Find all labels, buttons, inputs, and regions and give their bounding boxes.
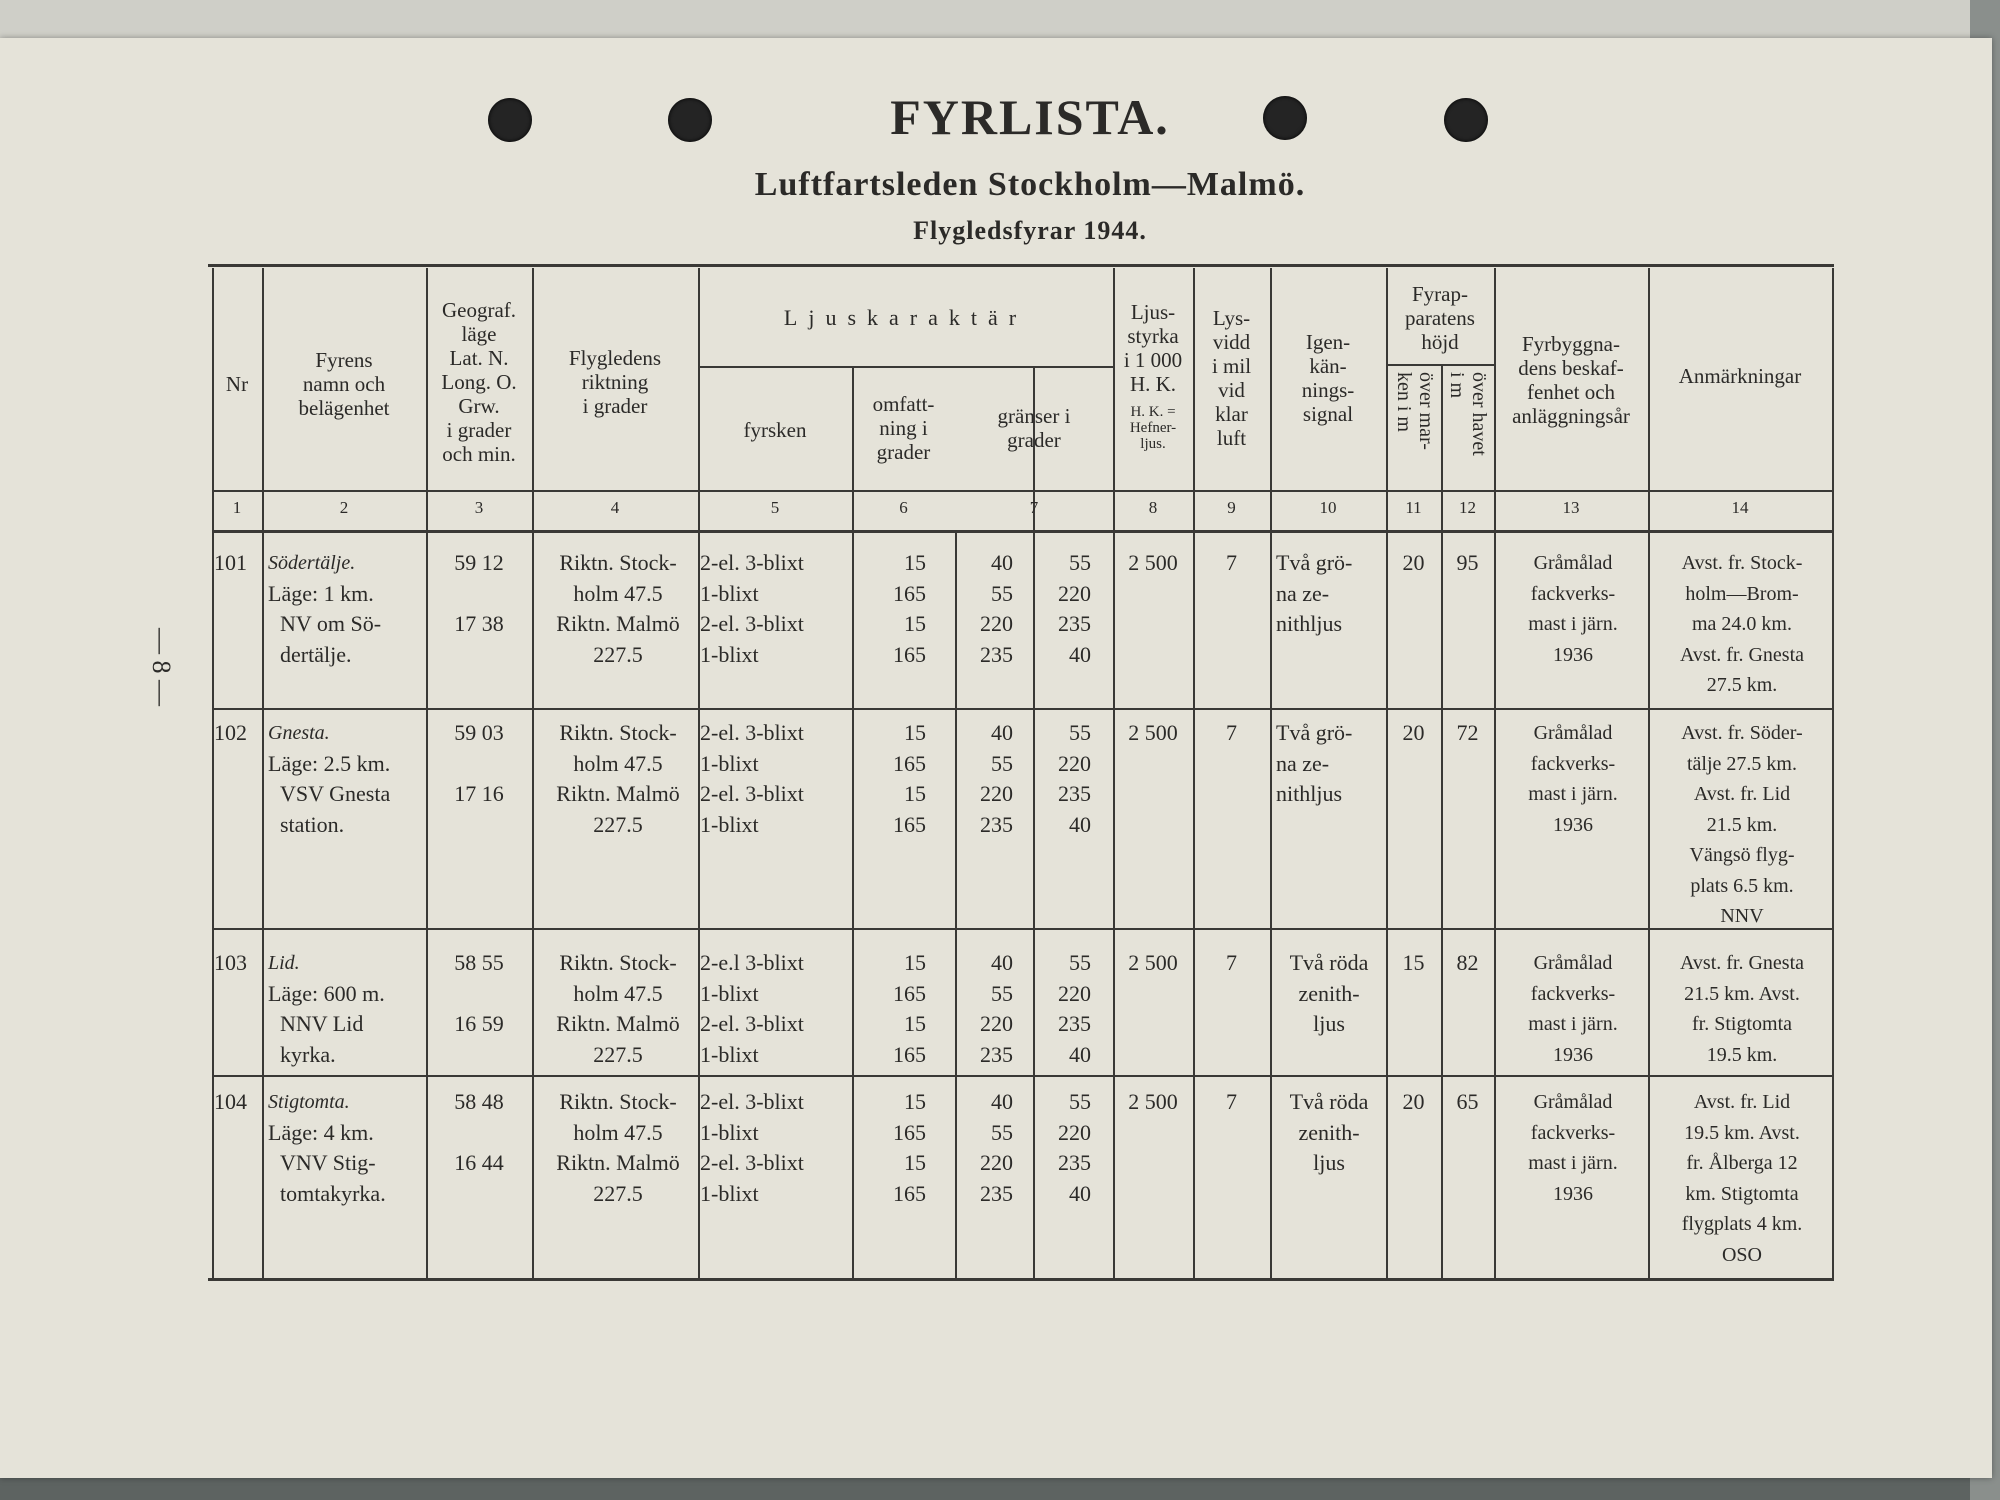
sector-from: 40 55 220 235: [980, 550, 1013, 667]
column-number: 3: [474, 498, 484, 517]
latitude: 58 55: [454, 950, 504, 975]
sector-from: 40 55 220 235: [980, 720, 1013, 837]
column-number: 5: [770, 498, 780, 517]
light-character: 2-el. 3-blixt 1-blixt 2-el. 3-blixt 1-blixt: [700, 550, 804, 667]
header-granser: gränser i grader: [997, 404, 1071, 452]
lighthouse-location: Läge: 600 m.: [268, 980, 385, 1006]
longitude: 17 38: [454, 611, 504, 636]
column-number: 4: [610, 498, 620, 517]
header-ljusstyrka-note: H. K. = Hefner- ljus.: [1129, 404, 1177, 452]
header-nr: Nr: [225, 372, 249, 396]
header-fyrsken: fyrsken: [743, 418, 807, 442]
column-divider: [1386, 268, 1388, 1278]
fyrap-sub-rule: [1386, 364, 1494, 366]
recognition-signal: Två röda zenith- ljus: [1289, 950, 1369, 1036]
recognition-signal: Två röda zenith- ljus: [1289, 1089, 1369, 1175]
longitude: 16 44: [454, 1150, 504, 1175]
light-character: 2-el. 3-blixt 1-blixt 2-el. 3-blixt 1-blixt: [700, 1089, 804, 1206]
light-character: 2-e.l 3-blixt 1-blixt 2-el. 3-blixt 1-blixt: [700, 950, 804, 1067]
light-character: 2-el. 3-blixt 1-blixt 2-el. 3-blixt 1-blixt: [700, 720, 804, 837]
column-divider: [1832, 268, 1834, 1278]
header-anmarkningar: Anmärkningar: [1678, 364, 1802, 388]
column-number: 10: [1319, 498, 1337, 517]
row-separator: [212, 708, 1832, 710]
header-rule: [212, 490, 1832, 492]
header-ljuskaraktar: Ljuskaraktär: [783, 305, 1028, 330]
column-divider: [1648, 268, 1650, 1278]
height-above-sea: 72: [1456, 720, 1479, 745]
sector-extent: 15 165 15 165: [893, 950, 926, 1067]
recognition-signal: Två grö- na ze- nithljus: [1276, 550, 1353, 636]
page-number: — 8 —: [147, 628, 176, 706]
row-nr: 102: [214, 720, 247, 745]
table-top-rule: [208, 264, 1834, 267]
longitude: 17 16: [454, 781, 504, 806]
table-bottom-rule: [208, 1278, 1834, 1281]
row-separator: [212, 928, 1832, 930]
header-over-marken: över mar- ken i m: [1393, 372, 1437, 450]
sector-to: 55 220 235 40: [1058, 1089, 1091, 1206]
column-number: 14: [1731, 498, 1749, 517]
light-intensity: 2 500: [1128, 720, 1178, 745]
lighthouse-name: Stigtomta.: [268, 1091, 350, 1113]
page-title: FYRLISTA.: [890, 89, 1170, 145]
latitude: 59 12: [454, 550, 504, 575]
row-nr: 103: [214, 950, 247, 975]
page-subtitle: Luftfartsleden Stockholm—Malmö.: [754, 166, 1306, 203]
header-riktning: Flygledens riktning i grader: [568, 346, 662, 418]
row-nr: 101: [214, 550, 247, 575]
lighthouse-name: Södertälje.: [268, 552, 356, 574]
sector-extent: 15 165 15 165: [893, 720, 926, 837]
sector-to: 55 220 235 40: [1058, 720, 1091, 837]
flight-direction: Riktn. Stock- holm 47.5 Riktn. Malmö 227.5: [556, 720, 680, 837]
header-fyrapparat: Fyrap- paratens höjd: [1405, 282, 1475, 354]
colnum-rule: [212, 530, 1832, 533]
lighthouse-location: tomtakyrka.: [280, 1180, 386, 1206]
sector-extent: 15 165 15 165: [893, 1089, 926, 1206]
column-divider: [532, 268, 534, 1278]
lighthouse-name: Lid.: [268, 952, 300, 974]
header-name: Fyrens namn och belägenhet: [298, 348, 390, 420]
header-igenkanning: Igen- kän- nings- signal: [1301, 330, 1355, 426]
lighthouse-location: station.: [280, 811, 345, 837]
background-top: [0, 0, 2000, 40]
longitude: 16 59: [454, 1011, 504, 1036]
light-range: 7: [1226, 1089, 1237, 1114]
column-number: 1: [232, 498, 242, 517]
page-subtitle-year: Flygledsfyrar 1944.: [913, 216, 1147, 245]
header-over-havet: över havet i m: [1446, 372, 1490, 456]
lighthouse-location: Läge: 2.5 km.: [268, 750, 391, 776]
row-separator: [212, 1075, 1832, 1077]
column-number: 13: [1562, 498, 1580, 517]
column-number: 8: [1148, 498, 1158, 517]
height-above-ground: 20: [1402, 720, 1425, 745]
recognition-signal: Två grö- na ze- nithljus: [1276, 720, 1353, 806]
column-divider: [212, 268, 214, 1278]
height-above-ground: 20: [1402, 1089, 1425, 1114]
light-intensity: 2 500: [1128, 550, 1178, 575]
light-intensity: 2 500: [1128, 950, 1178, 975]
sector-to: 55 220 235 40: [1058, 550, 1091, 667]
column-number: 2: [339, 498, 349, 517]
remarks: Avst. fr. Söder- tälje 27.5 km. Avst. fr. Lid 21.5 km. Vängsö flyg- plats 6.5 km. NNV: [1681, 722, 1803, 927]
latitude: 58 48: [454, 1089, 504, 1114]
header-omfattning: omfatt- ning i grader: [872, 392, 935, 464]
lighthouse-location: Läge: 4 km.: [268, 1119, 374, 1145]
lighthouse-location: kyrka.: [280, 1041, 336, 1067]
height-above-sea: 65: [1456, 1089, 1479, 1114]
column-number: 9: [1227, 498, 1236, 517]
ljus-sub-rule: [698, 366, 1113, 368]
header-ljusstyrka: Ljus- styrka i 1 000 H. K.: [1123, 300, 1183, 396]
light-range: 7: [1226, 950, 1237, 975]
sector-from: 40 55 220 235: [980, 950, 1013, 1067]
remarks: Avst. fr. Stock- holm—Brom- ma 24.0 km. Avst. fr. Gnesta 27.5 km.: [1679, 552, 1805, 696]
header-lysvidd: Lys- vidd i mil vid klar luft: [1211, 306, 1252, 450]
sector-extent: 15 165 15 165: [893, 550, 926, 667]
height-above-sea: 82: [1456, 950, 1479, 975]
structure-description: Gråmålad fackverks- mast i järn. 1936: [1528, 722, 1618, 836]
latitude: 59 03: [454, 720, 504, 745]
structure-description: Gråmålad fackverks- mast i järn. 1936: [1528, 952, 1618, 1066]
lighthouse-location: NV om Sö-: [280, 611, 382, 636]
header-byggnad: Fyrbyggna- dens beskaf- fenhet och anläggningsår: [1512, 332, 1630, 428]
flight-direction: Riktn. Stock- holm 47.5 Riktn. Malmö 227.5: [556, 550, 680, 667]
lighthouse-location: VNV Stig-: [280, 1150, 376, 1175]
column-number: 11: [1405, 498, 1422, 517]
height-above-ground: 15: [1402, 950, 1425, 975]
sector-from: 40 55 220 235: [980, 1089, 1013, 1206]
lighthouse-location: dertälje.: [280, 641, 352, 667]
row-nr: 104: [214, 1089, 247, 1114]
header-geo: Geograf. läge Lat. N. Long. O. Grw. i grader och min.: [441, 298, 517, 466]
remarks: Avst. fr. Gnesta 21.5 km. Avst. fr. Stigtomta 19.5 km.: [1679, 952, 1805, 1066]
lighthouse-location: VSV Gnesta: [280, 781, 391, 806]
structure-description: Gråmålad fackverks- mast i järn. 1936: [1528, 552, 1618, 666]
height-above-sea: 95: [1456, 550, 1479, 575]
lighthouse-name: Gnesta.: [268, 722, 330, 744]
light-range: 7: [1226, 550, 1237, 575]
light-range: 7: [1226, 720, 1237, 745]
structure-description: Gråmålad fackverks- mast i järn. 1936: [1528, 1091, 1618, 1205]
flight-direction: Riktn. Stock- holm 47.5 Riktn. Malmö 227.5: [556, 950, 680, 1067]
column-number: 12: [1459, 498, 1476, 517]
light-intensity: 2 500: [1128, 1089, 1178, 1114]
height-above-ground: 20: [1402, 550, 1425, 575]
column-number: 6: [899, 498, 908, 517]
lighthouse-location: Läge: 1 km.: [268, 580, 374, 606]
remarks: Avst. fr. Lid 19.5 km. Avst. fr. Ålberga 12 km. Stigtomta flygplats 4 km. OSO: [1681, 1091, 1803, 1266]
column-number: 7: [1029, 498, 1039, 517]
flight-direction: Riktn. Stock- holm 47.5 Riktn. Malmö 227.5: [556, 1089, 680, 1206]
lighthouse-location: NNV Lid: [280, 1011, 364, 1036]
sector-to: 55 220 235 40: [1058, 950, 1091, 1067]
